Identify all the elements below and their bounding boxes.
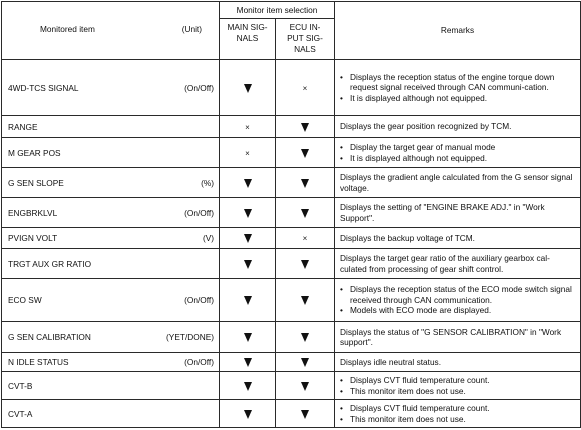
not-selected-mark-icon: × [302, 83, 308, 93]
table-row [2, 168, 581, 198]
table-row [2, 322, 581, 353]
table-row [2, 228, 581, 249]
remark-text: Displays the setting of "ENGINE BRAKE ADJ." in "Work Support". [340, 202, 545, 223]
table-row [2, 279, 581, 322]
header-main-signals-text: NALS [236, 33, 259, 43]
remarks-cell [335, 168, 581, 198]
header-ecu-input-signals [276, 19, 335, 60]
monitored-item-name: M GEAR POS [8, 147, 61, 158]
monitored-item-cell [2, 168, 220, 198]
remark-line [340, 414, 576, 424]
table-row [2, 138, 581, 168]
monitored-item-name: G SEN CALIBRATION [8, 332, 91, 342]
table-row [2, 198, 581, 228]
remarks-cell [335, 60, 581, 116]
not-selected-mark-icon: × [245, 148, 250, 158]
remark-text: This monitor item does not use. [350, 413, 466, 424]
remark-line [340, 172, 576, 193]
main-signals-cell [220, 400, 276, 428]
monitored-item-name: CVT-A [8, 408, 33, 419]
monitored-item-wrap [8, 83, 214, 93]
remark-text: Displays the reception status of the ECO mode switch signal received through CAN communication. [350, 284, 572, 305]
header-remarks: Remarks [335, 2, 581, 60]
monitored-item-wrap [8, 208, 214, 218]
selected-mark-icon [244, 358, 252, 367]
header-ecu-signals-text: ECU IN- [289, 22, 321, 32]
table-row [2, 116, 581, 138]
main-signals-cell [220, 322, 276, 353]
header-item-label: Monitored item [40, 24, 95, 34]
ecu-input-signals-cell [276, 198, 335, 228]
monitored-item-cell [2, 249, 220, 279]
bullet-icon: • [340, 142, 343, 153]
monitored-item-unit: (On/Off) [184, 82, 214, 93]
monitored-item-wrap [8, 178, 214, 188]
remarks-cell [335, 372, 581, 400]
monitored-item-wrap [8, 357, 214, 367]
selected-mark-icon [244, 260, 252, 269]
bullet-icon: • [340, 92, 343, 103]
monitored-item-cell [2, 116, 220, 138]
remark-text: It is displayed although not equipped. [350, 152, 488, 163]
remark-line [340, 253, 576, 274]
remark-line [340, 121, 576, 131]
ecu-input-signals-cell [276, 60, 335, 116]
selected-mark-icon [244, 179, 252, 188]
remarks-cell [335, 116, 581, 138]
main-signals-cell [220, 249, 276, 279]
monitored-item-wrap [8, 259, 214, 269]
selected-mark-icon [301, 382, 309, 391]
monitored-item-wrap [8, 233, 214, 243]
remarks-cell [335, 249, 581, 279]
header-ecu-signals-text: NALS [294, 44, 316, 54]
header-monitor-item-selection: Monitor item selection [220, 2, 335, 19]
monitored-item-name: ENGBRKLVL [8, 207, 58, 218]
ecu-input-signals-cell [276, 168, 335, 198]
selected-mark-icon [301, 410, 309, 419]
selected-mark-icon [244, 84, 252, 93]
monitored-item-wrap [8, 409, 214, 419]
bullet-icon: • [340, 152, 343, 163]
monitored-item-name: G SEN SLOPE [8, 177, 64, 188]
main-signals-cell [220, 372, 276, 400]
remark-line [340, 327, 576, 348]
remark-line [340, 142, 576, 152]
remark-line [340, 284, 576, 305]
remark-text: Displays the status of "G SENSOR CALIBRATION" in "Work support". [340, 326, 562, 347]
remarks-cell [335, 279, 581, 322]
remark-text: Displays the backup voltage of TCM. [340, 232, 475, 243]
not-selected-mark-icon: × [302, 234, 308, 243]
monitored-item-cell [2, 279, 220, 322]
bullet-icon: • [340, 385, 343, 396]
monitored-item-name: 4WD-TCS SIGNAL [8, 82, 79, 93]
remark-text: This monitor item does not use. [350, 385, 466, 396]
selected-mark-icon [301, 149, 309, 158]
monitored-item-unit: (On/Off) [184, 295, 214, 305]
remarks-cell [335, 353, 581, 372]
main-signals-cell [220, 168, 276, 198]
remark-text: Displays the reception status of the engine torque down request signal received through CAN communi-cation. [350, 71, 555, 93]
remarks-cell [335, 198, 581, 228]
monitored-item-wrap [8, 332, 214, 342]
main-signals-cell [220, 116, 276, 138]
ecu-input-signals-cell [276, 116, 335, 138]
remark-text: Displays the target gear ratio of the auxiliary gearbox cal-culated from processing of gear shift control. [340, 253, 550, 274]
monitored-item-unit: (On/Off) [184, 357, 214, 367]
monitored-item-unit: (YET/DONE) [166, 332, 214, 342]
ecu-input-signals-cell [276, 372, 335, 400]
ecu-input-signals-cell [276, 353, 335, 372]
remark-text: Models with ECO mode are displayed. [350, 305, 492, 316]
monitored-item-name: PVIGN VOLT [8, 233, 58, 243]
monitored-item-cell [2, 400, 220, 428]
main-signals-cell [220, 353, 276, 372]
remark-text: Display the target gear of manual mode [350, 142, 496, 153]
remarks-cell [335, 138, 581, 168]
monitored-item-unit: (V) [202, 233, 214, 243]
selected-mark-icon [301, 179, 309, 188]
remark-text: Displays idle neutral status. [340, 356, 442, 367]
table-row [2, 249, 581, 279]
ecu-input-signals-cell [276, 279, 335, 322]
ecu-input-signals-cell [276, 228, 335, 249]
remarks-cell [335, 400, 581, 428]
header-main-signals-text: MAIN SIG- [227, 22, 268, 32]
selected-mark-icon [244, 296, 252, 305]
monitored-item-name: ECO SW [8, 295, 42, 305]
table-body [2, 60, 581, 428]
ecu-input-signals-cell [276, 400, 335, 428]
selected-mark-icon [244, 234, 252, 243]
bullet-icon: • [340, 284, 343, 295]
remark-line [340, 403, 576, 413]
remark-line [340, 386, 576, 396]
bullet-icon: • [340, 71, 343, 82]
monitored-item-name: TRGT AUX GR RATIO [8, 258, 92, 269]
monitor-item-table [1, 1, 581, 428]
main-signals-cell [220, 228, 276, 249]
bullet-icon: • [340, 403, 343, 414]
selected-mark-icon [301, 296, 309, 305]
bullet-icon: • [340, 305, 343, 316]
remark-text: Displays the gradient angle calculated from the G sensor signal voltage. [340, 172, 573, 193]
selected-mark-icon [244, 209, 252, 218]
remark-line [340, 72, 576, 93]
remark-line [340, 375, 576, 385]
remark-text: It is displayed although not equipped. [350, 92, 488, 103]
selected-mark-icon [301, 260, 309, 269]
selected-mark-icon [244, 333, 252, 342]
table-row [2, 400, 581, 428]
monitored-item-cell [2, 228, 220, 249]
remark-line [340, 202, 576, 223]
remark-line [340, 357, 576, 367]
monitored-item-cell [2, 372, 220, 400]
main-signals-cell [220, 60, 276, 116]
monitored-item-name: RANGE [8, 121, 38, 132]
table-header [2, 2, 581, 60]
selected-mark-icon [301, 358, 309, 367]
selected-mark-icon [301, 209, 309, 218]
monitored-item-name: CVT-B [8, 380, 33, 391]
ecu-input-signals-cell [276, 322, 335, 353]
remark-text: Displays the gear position recognized by TCM. [340, 121, 512, 132]
header-unit-label: (Unit) [181, 24, 202, 34]
monitored-item-unit: (On/Off) [184, 207, 214, 218]
main-signals-cell [220, 279, 276, 322]
remark-line [340, 305, 576, 315]
remark-line [340, 153, 576, 163]
remark-line [340, 233, 576, 243]
main-signals-cell [220, 138, 276, 168]
remarks-cell [335, 228, 581, 249]
monitored-item-cell [2, 138, 220, 168]
ecu-input-signals-cell [276, 249, 335, 279]
table-row [2, 372, 581, 400]
remark-text: Displays CVT fluid temperature count. [350, 403, 490, 414]
selected-mark-icon [301, 123, 309, 132]
main-signals-cell [220, 198, 276, 228]
monitored-item-cell [2, 353, 220, 372]
monitored-item-wrap [8, 295, 214, 305]
not-selected-mark-icon: × [245, 122, 250, 132]
monitored-item-wrap [8, 381, 214, 391]
monitored-item-wrap [8, 122, 214, 132]
monitored-item-cell [2, 60, 220, 116]
remark-text: Displays CVT fluid temperature count. [350, 375, 490, 386]
bullet-icon: • [340, 413, 343, 424]
selected-mark-icon [301, 333, 309, 342]
header-ecu-signals-text: PUT SIG- [287, 33, 323, 43]
remark-line [340, 93, 576, 103]
selected-mark-icon [244, 410, 252, 419]
ecu-input-signals-cell [276, 138, 335, 168]
monitored-item-unit: (%) [201, 177, 214, 188]
table-row [2, 60, 581, 116]
monitored-item-name: N IDLE STATUS [8, 357, 69, 367]
bullet-icon: • [340, 375, 343, 386]
header-monitored-item [2, 2, 220, 60]
table-row [2, 353, 581, 372]
header-main-signals [220, 19, 276, 60]
remarks-cell [335, 322, 581, 353]
monitored-item-wrap [8, 148, 214, 158]
monitored-item-cell [2, 198, 220, 228]
monitored-item-cell [2, 322, 220, 353]
selected-mark-icon [244, 382, 252, 391]
